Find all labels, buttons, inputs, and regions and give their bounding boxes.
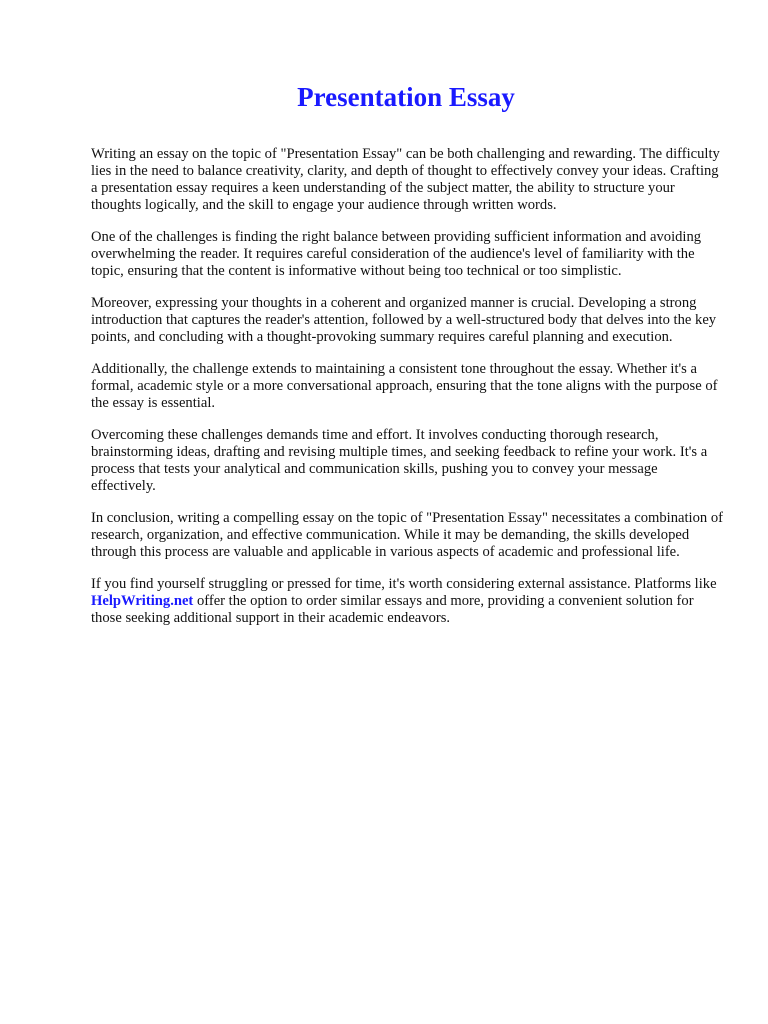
document-body <box>91 146 724 642</box>
document-title: Presentation Essay <box>297 82 515 112</box>
helpwriting-link[interactable]: HelpWriting.net <box>91 593 194 609</box>
paragraph-intro: Writing an essay on the topic of "Presentation Essay" can be both challenging and rewarding. The difficulty lies in the need to balance creativity, clarity, and depth of thought to effectively convey your ideas. Crafting a presentation essay requires a keen understanding of the subject matter, the ability to structure your thoughts logically, and the skill to engage your audience through written words. <box>91 146 720 213</box>
paragraph-structure: Moreover, expressing your thoughts in a coherent and organized manner is crucial. Developing a strong introduction that captures the reader's attention, followed by a well-structured body that delves into the key points, and concluding with a thought-provoking summary requires careful planning and execution. <box>91 295 717 345</box>
closing-text-before-link: If you find yourself struggling or pressed for time, it's worth considering external assistance. Platforms like <box>91 576 717 592</box>
paragraph-effort: Overcoming these challenges demands time and effort. It involves conducting thorough research, brainstorming ideas, drafting and revising multiple times, and seeking feedback to refine your work. It's a process that tests your analytical and communication skills, pushing you to convey your message effectively. <box>91 427 708 494</box>
paragraph-balance: One of the challenges is finding the right balance between providing sufficient information and avoiding overwhelming the reader. It requires careful consideration of the audience's level of familiarity with the topic, ensuring that the content is informative without being too technical or too simplistic. <box>91 229 702 279</box>
paragraph-conclusion: In conclusion, writing a compelling essay on the topic of "Presentation Essay" necessitates a combination of research, organization, and effective communication. While it may be demanding, the skills developed through this process are valuable and applicable in various aspects of academic and professional life. <box>91 510 723 560</box>
closing-text-after-link: offer the option to order similar essays and more, providing a convenient solution for those seeking additional support in their academic endeavors. <box>91 593 694 626</box>
paragraph-closing <box>91 576 724 627</box>
paragraph-tone: Additionally, the challenge extends to maintaining a consistent tone throughout the essay. Whether it's a formal, academic style or a more conversational approach, ensuring that the tone aligns with the purpose of the essay is essential. <box>91 361 718 411</box>
